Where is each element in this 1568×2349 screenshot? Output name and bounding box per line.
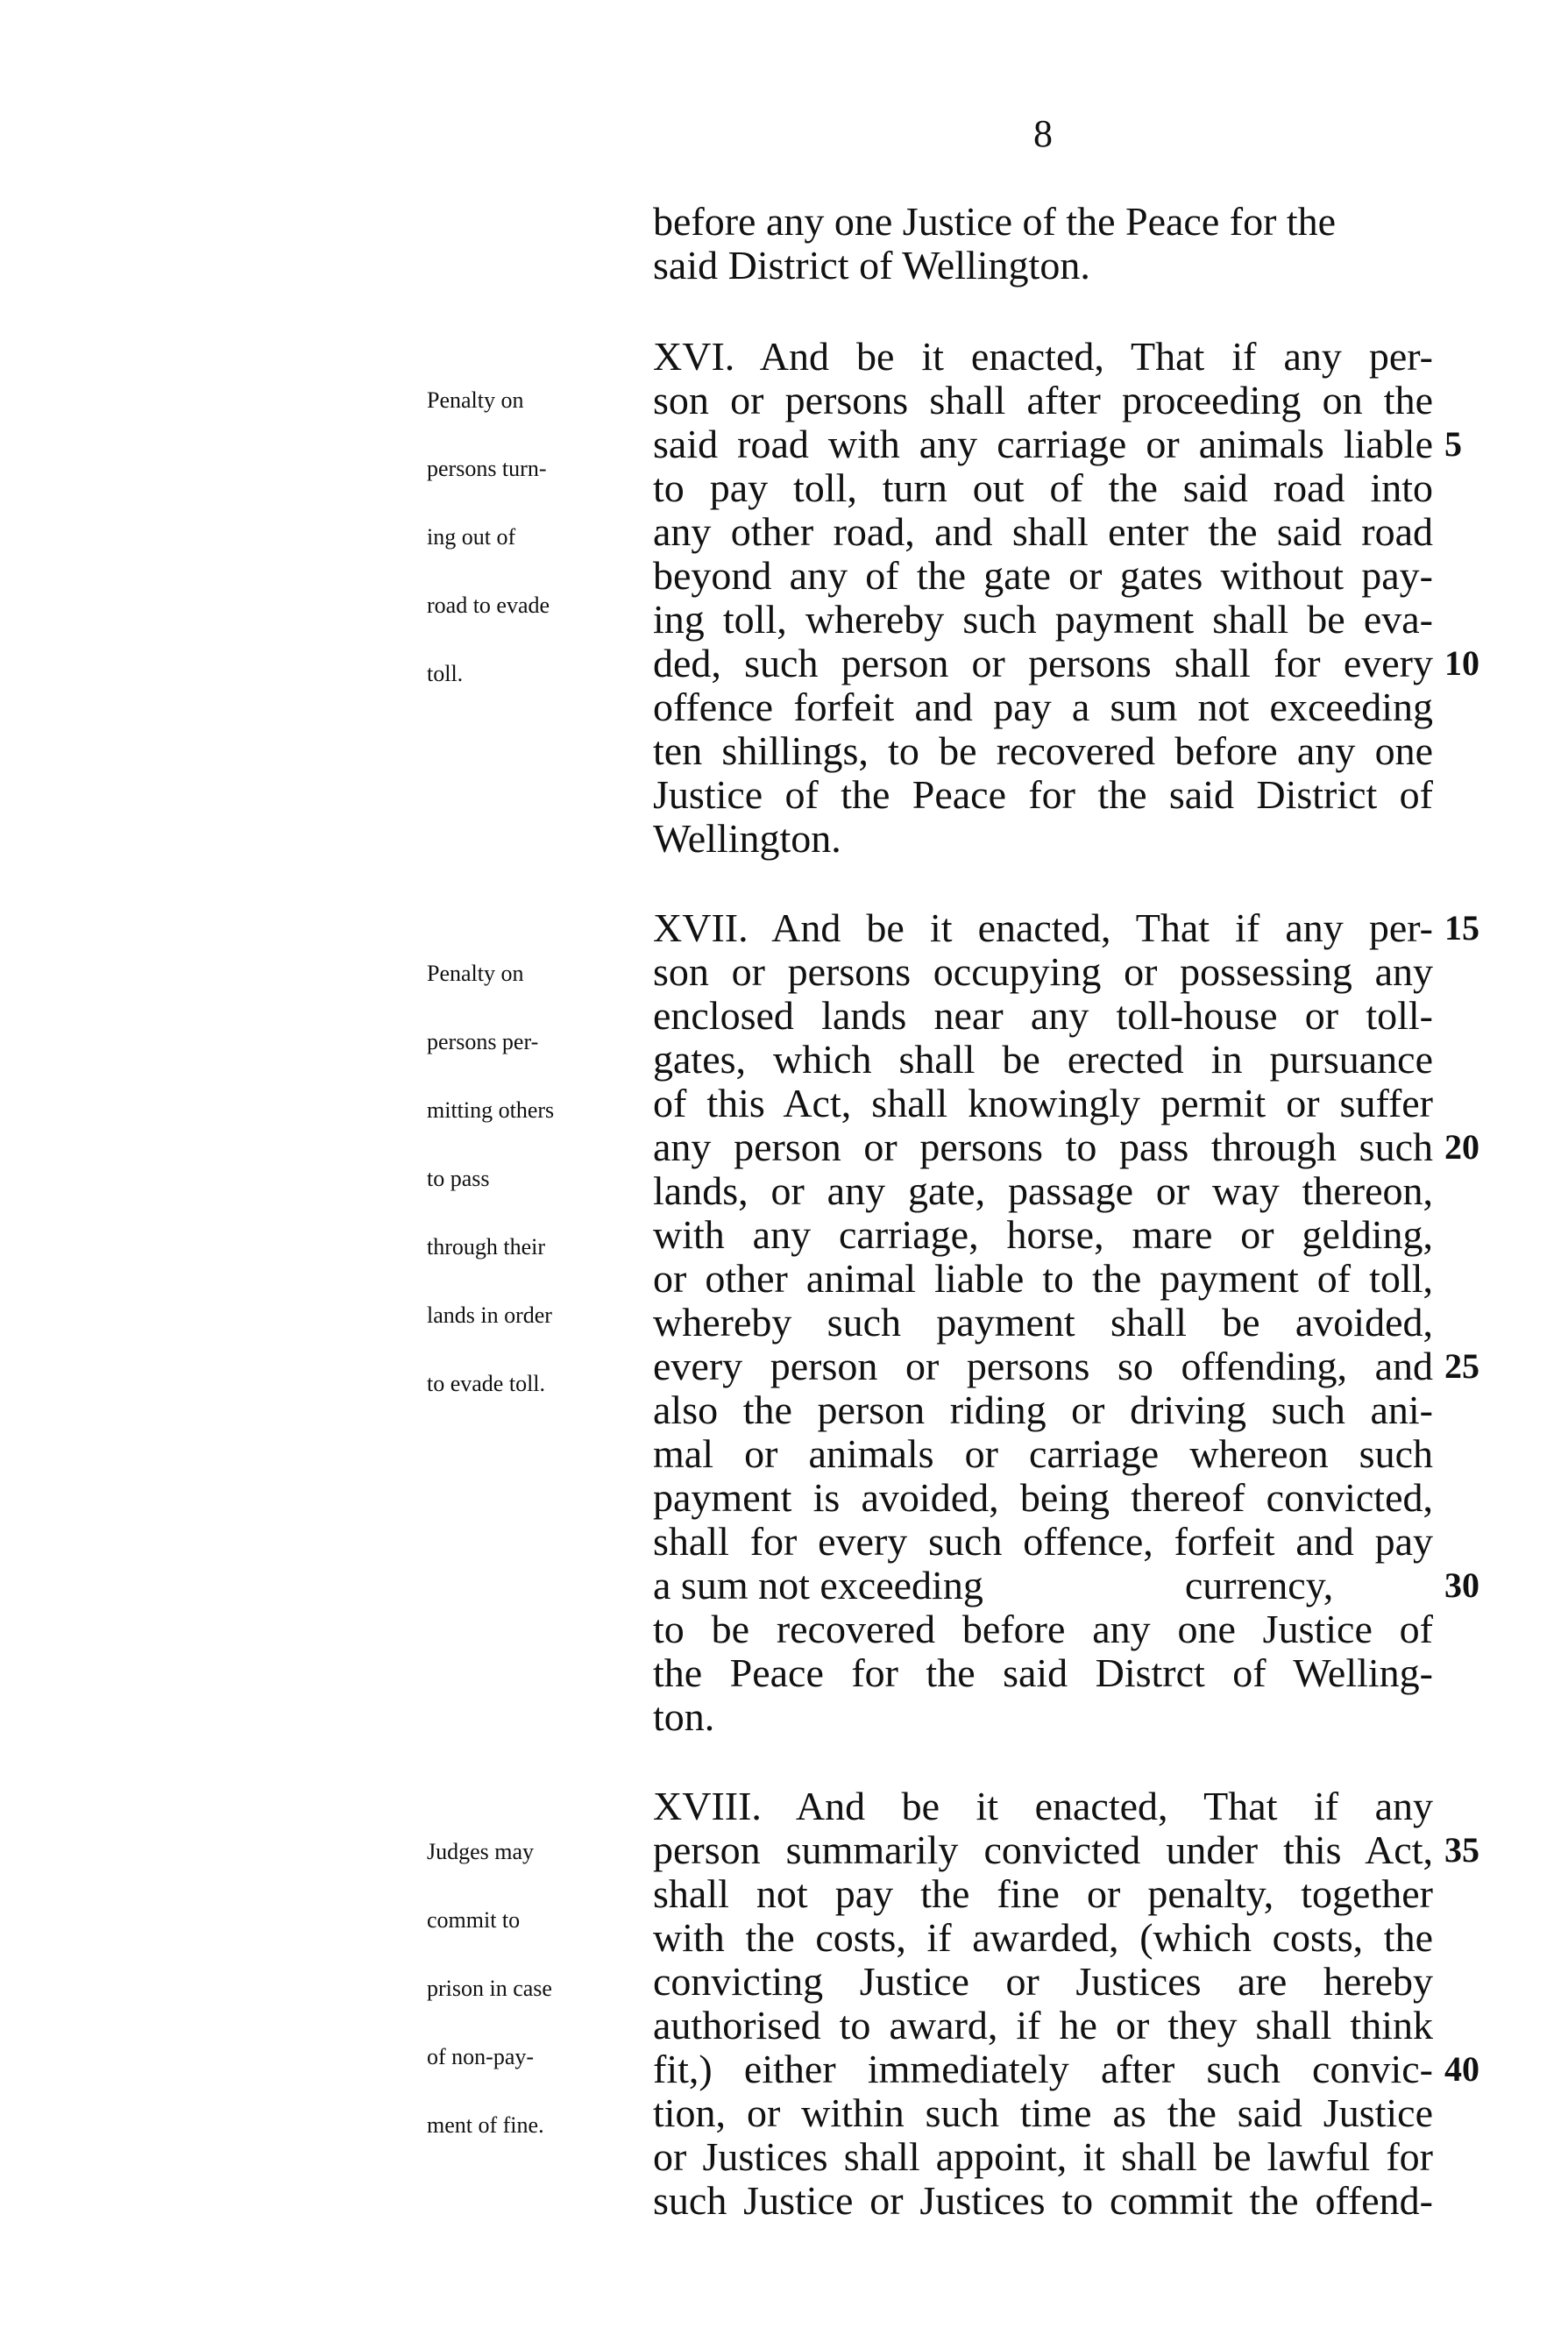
text-line: to be recovered before any one Justice of xyxy=(653,1607,1433,1651)
text-line: fit,) either immediately after such convic- xyxy=(653,2047,1433,2091)
text-line: or other animal liable to the payment of toll, xyxy=(653,1256,1433,1301)
text-line: ded, such person or persons shall for every xyxy=(653,641,1433,685)
text-line: before any one Justice of the Peace for the xyxy=(653,199,1337,244)
text-line: such Justice or Justices to commit the offend- xyxy=(653,2178,1433,2223)
margin-note-line: through their xyxy=(427,1234,546,1260)
line-number: 40 xyxy=(1444,2049,1479,2089)
margin-note-line: Judges may xyxy=(427,1839,535,1864)
margin-note-line: lands in order xyxy=(427,1302,552,1328)
margin-note-commit-to-prison xyxy=(427,1795,646,2182)
line-number: 35 xyxy=(1444,1830,1479,1870)
text-line: said road with any carriage or animals liable xyxy=(653,422,1433,466)
text-line: enclosed lands near any toll-house or toll- xyxy=(653,993,1433,1038)
margin-note-permitting-passage xyxy=(427,917,646,1441)
text-line: also the person riding or driving such ani- xyxy=(653,1387,1433,1432)
text-line: mal or animals or carriage whereon such xyxy=(653,1431,1433,1476)
text-line: beyond any of the gate or gates without pay- xyxy=(653,553,1433,598)
margin-note-toll-evasion xyxy=(427,344,646,731)
text-line-blank-amount: a sum not exceeding currency, xyxy=(653,1563,1334,1607)
text-line: ton. xyxy=(653,1694,715,1739)
text-line: son or persons occupying or possessing any xyxy=(653,949,1433,994)
text-line: Wellington. xyxy=(653,816,841,861)
margin-note-line: ing out of xyxy=(427,524,516,550)
text-line: whereby such payment shall be avoided, xyxy=(653,1300,1433,1345)
text-line: the Peace for the said Distrct of Welling- xyxy=(653,1650,1433,1695)
text-line: tion, or within such time as the said Justice xyxy=(653,2090,1433,2135)
text-line: or Justices shall appoint, it shall be lawful for xyxy=(653,2134,1433,2179)
text-line: gates, which shall be erected in pursuance xyxy=(653,1037,1433,1082)
margin-note-line: persons turn- xyxy=(427,456,547,481)
text-line: any other road, and shall enter the said road xyxy=(653,509,1433,554)
text-line: every person or persons so offending, and xyxy=(653,1344,1433,1388)
text-line: XVIII. And be it enacted, That if any xyxy=(653,1784,1433,1828)
line-number: 20 xyxy=(1444,1127,1479,1167)
text-line: ten shillings, to be recovered before any one xyxy=(653,728,1433,773)
text-line: said District of Wellington. xyxy=(653,243,1090,287)
text-line: any person or persons to pass through such xyxy=(653,1125,1433,1169)
text-line: person summarily convicted under this Act, xyxy=(653,1827,1433,1872)
margin-note-line: Penalty on xyxy=(427,961,524,986)
text-line: son or persons shall after proceeding on the xyxy=(653,378,1433,422)
margin-note-line: Penalty on xyxy=(427,387,524,413)
text-line: payment is avoided, being thereof convicted, xyxy=(653,1475,1433,1520)
margin-note-line: commit to xyxy=(427,1907,521,1933)
margin-note-line: mitting others xyxy=(427,1097,555,1123)
page-number: 8 xyxy=(1033,112,1053,155)
line-number: 5 xyxy=(1444,424,1462,464)
line-number: 25 xyxy=(1444,1346,1479,1386)
text-line: Justice of the Peace for the said District of xyxy=(653,772,1433,817)
text-line: convicting Justice or Justices are hereby xyxy=(653,1959,1433,2004)
margin-note-line: persons per- xyxy=(427,1029,539,1054)
line-number: 15 xyxy=(1444,908,1479,947)
text-line: lands, or any gate, passage or way thereon, xyxy=(653,1168,1433,1213)
margin-note-line: to evade toll. xyxy=(427,1371,546,1396)
text-line: shall for every such offence, forfeit and pay xyxy=(653,1519,1433,1564)
margin-note-line: prison in case xyxy=(427,1976,552,2001)
text-line: to pay toll, turn out of the said road into xyxy=(653,465,1433,510)
margin-note-line: to pass xyxy=(427,1166,490,1191)
text-line: authorised to award, if he or they shall think xyxy=(653,2003,1433,2047)
margin-note-line: toll. xyxy=(427,661,464,686)
line-number: 10 xyxy=(1444,643,1479,683)
text-line: XVI. And be it enacted, That if any per- xyxy=(653,334,1433,379)
text-line: ing toll, whereby such payment shall be eva- xyxy=(653,597,1433,642)
margin-note-line: ment of fine. xyxy=(427,2112,544,2138)
text-line: shall not pay the fine or penalty, together xyxy=(653,1871,1433,1916)
line-number: 30 xyxy=(1444,1565,1479,1605)
margin-note-line: road to evade xyxy=(427,593,550,618)
text-line: offence forfeit and pay a sum not exceeding xyxy=(653,685,1433,729)
text-line: with any carriage, horse, mare or gelding, xyxy=(653,1212,1433,1257)
text-line: of this Act, shall knowingly permit or suffer xyxy=(653,1081,1433,1125)
margin-note-line: of non-pay- xyxy=(427,2044,535,2069)
text-line: with the costs, if awarded, (which costs, the xyxy=(653,1915,1433,1960)
text-line: XVII. And be it enacted, That if any per- xyxy=(653,905,1433,950)
